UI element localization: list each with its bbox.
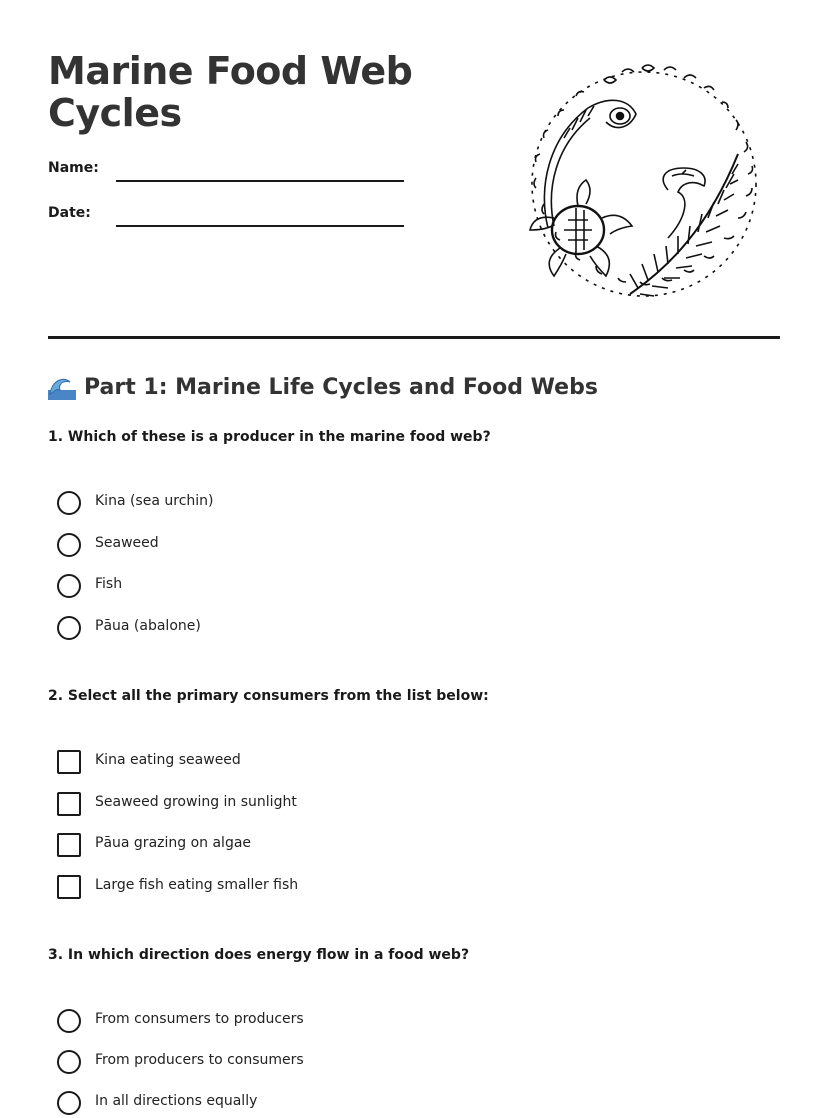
q3-option-2[interactable] (57, 1050, 557, 1074)
option-label: From producers to consumers (95, 1052, 304, 1068)
part1-heading (48, 374, 598, 400)
q2-option-4[interactable] (57, 875, 557, 899)
q3-option-3[interactable] (57, 1091, 557, 1115)
option-label: Fish (95, 576, 123, 592)
option-label: Seaweed growing in sunlight (95, 794, 297, 810)
radio-button[interactable] (57, 574, 81, 598)
checkbox[interactable] (57, 792, 81, 816)
q1-option-3[interactable] (57, 574, 557, 598)
option-label: Pāua grazing on algae (95, 835, 252, 851)
q2-option-3[interactable] (57, 833, 557, 857)
checkbox[interactable] (57, 875, 81, 899)
maori-turtle-fern-circle-illustration (518, 58, 770, 310)
question-3: 3. In which direction does energy flow in a food web? (48, 947, 470, 963)
q1-option-1[interactable] (57, 491, 557, 515)
date-label: Date: (48, 205, 91, 221)
option-label: Large fish eating smaller fish (95, 877, 299, 893)
question-2: 2. Select all the primary consumers from the list below: (48, 688, 489, 704)
radio-button[interactable] (57, 1091, 81, 1115)
wave-icon (48, 374, 76, 400)
q1-option-4[interactable] (57, 616, 557, 640)
option-label: Pāua (abalone) (95, 618, 201, 634)
title-line-2: Cycles (48, 91, 182, 135)
date-line[interactable] (116, 225, 404, 227)
option-label: Kina (sea urchin) (95, 493, 214, 509)
option-label: Seaweed (95, 535, 159, 551)
q1-option-2[interactable] (57, 533, 557, 557)
radio-button[interactable] (57, 533, 81, 557)
q3-option-1[interactable] (57, 1009, 557, 1033)
section-divider (48, 336, 780, 339)
radio-button[interactable] (57, 491, 81, 515)
radio-button[interactable] (57, 1009, 81, 1033)
name-label: Name: (48, 160, 99, 176)
part1-heading-text: Part 1: Marine Life Cycles and Food Webs (84, 374, 598, 400)
name-line[interactable] (116, 180, 404, 182)
q2-option-1[interactable] (57, 750, 557, 774)
radio-button[interactable] (57, 1050, 81, 1074)
title-line-1: Marine Food Web (48, 49, 413, 93)
option-label: In all directions equally (95, 1093, 258, 1109)
option-label: Kina eating seaweed (95, 752, 241, 768)
worksheet-title (48, 50, 428, 134)
radio-button[interactable] (57, 616, 81, 640)
question-1: 1. Which of these is a producer in the marine food web? (48, 429, 491, 445)
checkbox[interactable] (57, 833, 81, 857)
q2-option-2[interactable] (57, 792, 557, 816)
checkbox[interactable] (57, 750, 81, 774)
option-label: From consumers to producers (95, 1011, 304, 1027)
